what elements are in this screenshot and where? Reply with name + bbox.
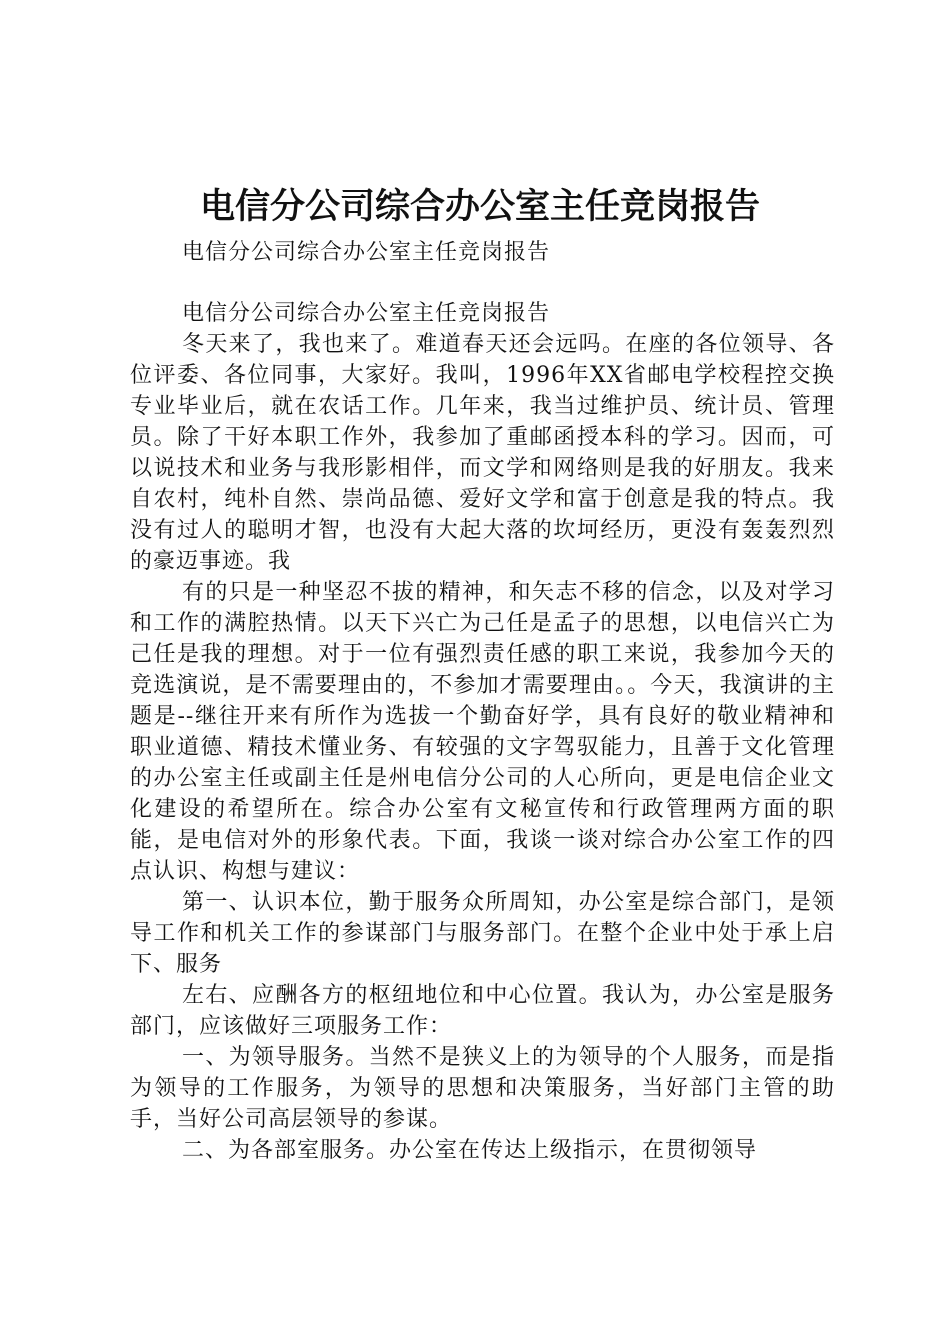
- paragraph-6: 二、为各部室服务。办公室在传达上级指示，在贯彻领导: [182, 1138, 758, 1163]
- document-title: 电信分公司综合办公室主任竞岗报告: [199, 186, 760, 227]
- paragraph-2: 有的只是一种坚忍不拔的精神，和矢志不移的信念，以及对学习和工作的满腔热情。以天下兴亡为己任是孟子的思想，以电信兴亡为己任是我的理想。对于一位有强烈责任感的职工来说，我参加今天的竞选演说，是不需要理由的，不参加才需要理由。。今天，我演讲的主题是--继往开来有所作为选拔一个勤奋好学，具有良好的敬业精神和职业道德、精技术懂业务、有较强的文字驾驭能力，且善于文化管理的办公室主任或副主任是州电信分公司的人心所向，更是电信企业文化建设的希望所在。综合办公室有文秘宣传和行政管理两方面的职能，是电信对外的形象代表。下面，我谈一谈对综合办公室工作的四点认识、构想与建议：: [130, 580, 835, 884]
- paragraph-5: 一、为领导服务。当然不是狭义上的为领导的个人服务，而是指为领导的工作服务，为领导的思想和决策服务，当好部门主管的助手，当好公司高层领导的参谋。: [130, 1045, 835, 1132]
- subtitle-repeat: 电信分公司综合办公室主任竞岗报告: [182, 301, 551, 326]
- paragraph-3: 第一、认识本位，勤于服务众所周知，办公室是综合部门，是领导工作和机关工作的参谋部门与服务部门。在整个企业中处于承上启下、服务: [130, 890, 835, 977]
- document-body: [130, 298, 835, 1166]
- paragraph-4: 左右、应酬各方的枢纽地位和中心位置。我认为，办公室是服务部门，应该做好三项服务工作：: [130, 983, 835, 1039]
- subtitle-line: 电信分公司综合办公室主任竞岗报告: [182, 240, 551, 265]
- paragraph-1: 冬天来了，我也来了。难道春天还会远吗。在座的各位领导、各位评委、各位同事，大家好。我叫，1996年XX省邮电学校程控交换专业毕业后，就在农话工作。几年来，我当过维护员、统计员、管理员。除了干好本职工作外，我参加了重邮函授本科的学习。因而，可以说技术和业务与我形影相伴，而文学和网络则是我的好朋友。我来自农村，纯朴自然、崇尚品德、爱好文学和富于创意是我的特点。我没有过人的聪明才智，也没有大起大落的坎坷经历，更没有轰轰烈烈的豪迈事迹。我: [130, 332, 835, 574]
